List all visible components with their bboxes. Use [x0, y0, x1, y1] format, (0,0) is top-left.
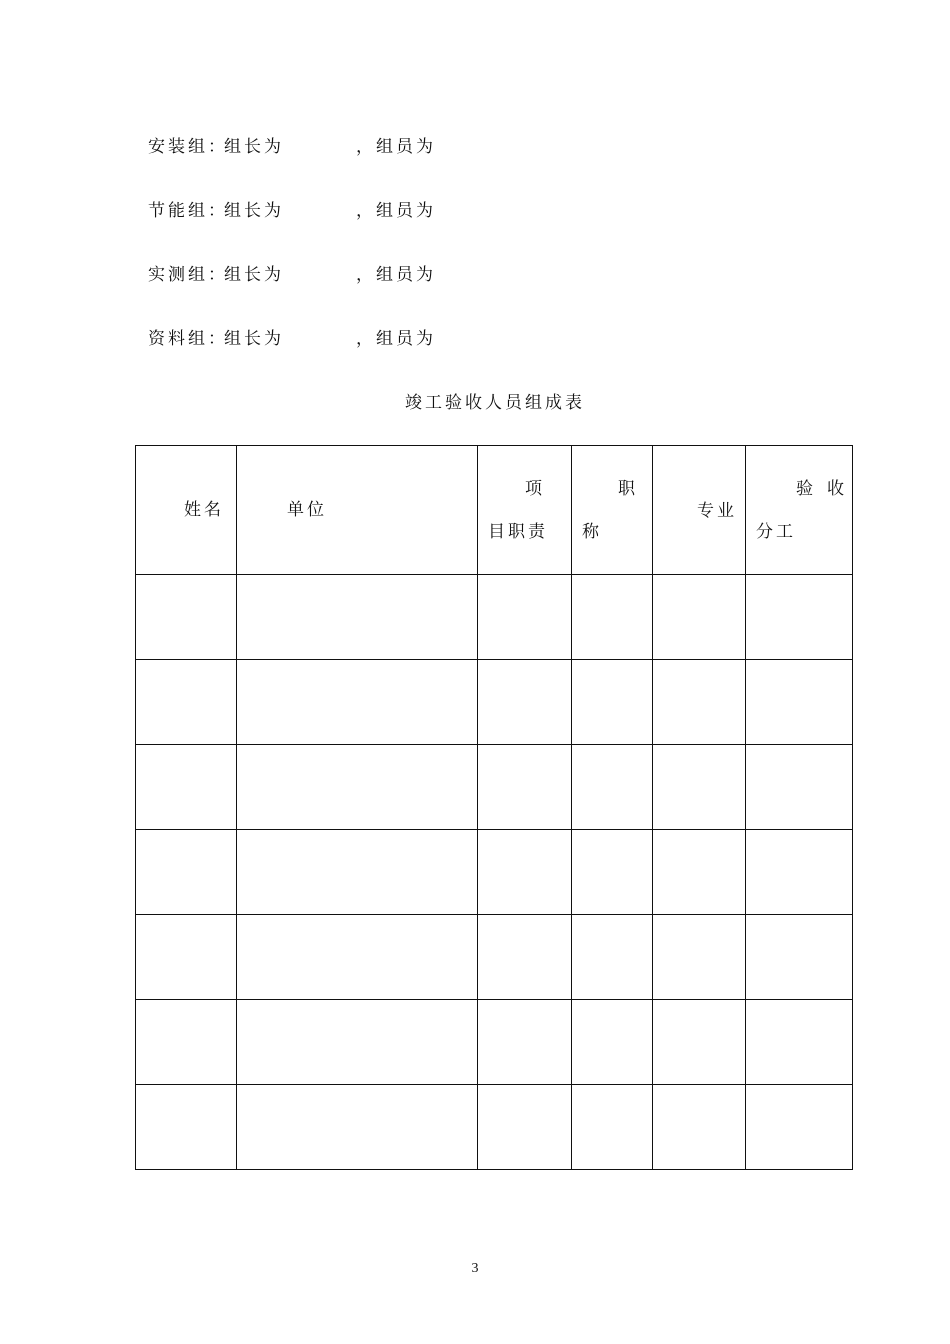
cell-specialty[interactable]	[653, 1000, 746, 1085]
cell-job-title[interactable]	[572, 1000, 653, 1085]
group-name: 实测组：	[148, 265, 228, 285]
cell-name[interactable]	[136, 660, 237, 745]
cell-unit[interactable]	[237, 745, 478, 830]
header-division-line1: 验收	[796, 479, 858, 499]
table-header-row	[136, 446, 853, 575]
cell-specialty[interactable]	[653, 575, 746, 660]
cell-project-duty[interactable]	[478, 830, 572, 915]
group-name: 节能组：	[148, 201, 228, 221]
cell-specialty[interactable]	[653, 745, 746, 830]
cell-unit[interactable]	[237, 830, 478, 915]
header-name	[136, 446, 237, 575]
table-row	[136, 1000, 853, 1085]
cell-job-title[interactable]	[572, 830, 653, 915]
cell-job-title[interactable]	[572, 915, 653, 1000]
table-row	[136, 830, 853, 915]
cell-name[interactable]	[136, 1085, 237, 1170]
cell-job-title[interactable]	[572, 745, 653, 830]
header-job-title	[572, 446, 653, 575]
cell-specialty[interactable]	[653, 830, 746, 915]
table-row	[136, 1085, 853, 1170]
cell-project-duty[interactable]	[478, 1000, 572, 1085]
leader-label: 组长为	[224, 329, 284, 349]
cell-division[interactable]	[746, 830, 853, 915]
cell-project-duty[interactable]	[478, 1085, 572, 1170]
leader-label: 组长为	[224, 137, 284, 157]
cell-unit[interactable]	[237, 1085, 478, 1170]
header-specialty	[653, 446, 746, 575]
cell-project-duty[interactable]	[478, 915, 572, 1000]
cell-division[interactable]	[746, 915, 853, 1000]
leader-label: 组长为	[224, 265, 284, 285]
header-job-title-line1: 职	[618, 479, 638, 499]
cell-division[interactable]	[746, 660, 853, 745]
header-project-duty-line1: 项	[525, 479, 545, 499]
cell-unit[interactable]	[237, 1000, 478, 1085]
table-row	[136, 660, 853, 745]
table-row	[136, 915, 853, 1000]
cell-job-title[interactable]	[572, 575, 653, 660]
cell-project-duty[interactable]	[478, 660, 572, 745]
cell-name[interactable]	[136, 745, 237, 830]
leader-label: 组长为	[224, 201, 284, 221]
header-unit-label: 单位	[287, 500, 327, 520]
cell-name[interactable]	[136, 830, 237, 915]
members-label: ，组员为	[356, 137, 436, 157]
group-name: 安装组：	[148, 137, 228, 157]
table-row	[136, 575, 853, 660]
cell-specialty[interactable]	[653, 1085, 746, 1170]
cell-specialty[interactable]	[653, 915, 746, 1000]
cell-specialty[interactable]	[653, 660, 746, 745]
cell-division[interactable]	[746, 1000, 853, 1085]
header-project-duty	[478, 446, 572, 575]
table-row	[136, 745, 853, 830]
cell-division[interactable]	[746, 745, 853, 830]
cell-job-title[interactable]	[572, 660, 653, 745]
header-name-label: 姓名	[184, 500, 224, 520]
cell-division[interactable]	[746, 1085, 853, 1170]
header-division-of-work	[746, 446, 858, 575]
cell-unit[interactable]	[237, 575, 478, 660]
cell-division[interactable]	[746, 575, 853, 660]
header-job-title-line2: 称	[582, 522, 602, 542]
page-number: 3	[471, 1261, 479, 1276]
cell-job-title[interactable]	[572, 1085, 653, 1170]
header-specialty-label: 专业	[697, 501, 737, 521]
cell-name[interactable]	[136, 915, 237, 1000]
header-project-duty-line2: 目职责	[488, 522, 548, 542]
header-unit	[237, 446, 478, 575]
acceptance-personnel-table	[135, 445, 858, 1170]
cell-unit[interactable]	[237, 660, 478, 745]
cell-unit[interactable]	[237, 915, 478, 1000]
members-label: ，组员为	[356, 201, 436, 221]
table-title: 竣工验收人员组成表	[405, 393, 585, 413]
cell-project-duty[interactable]	[478, 575, 572, 660]
members-label: ，组员为	[356, 265, 436, 285]
cell-name[interactable]	[136, 1000, 237, 1085]
members-label: ，组员为	[356, 329, 436, 349]
group-name: 资料组：	[148, 329, 228, 349]
header-division-line2: 分工	[756, 522, 796, 542]
cell-name[interactable]	[136, 575, 237, 660]
cell-project-duty[interactable]	[478, 745, 572, 830]
